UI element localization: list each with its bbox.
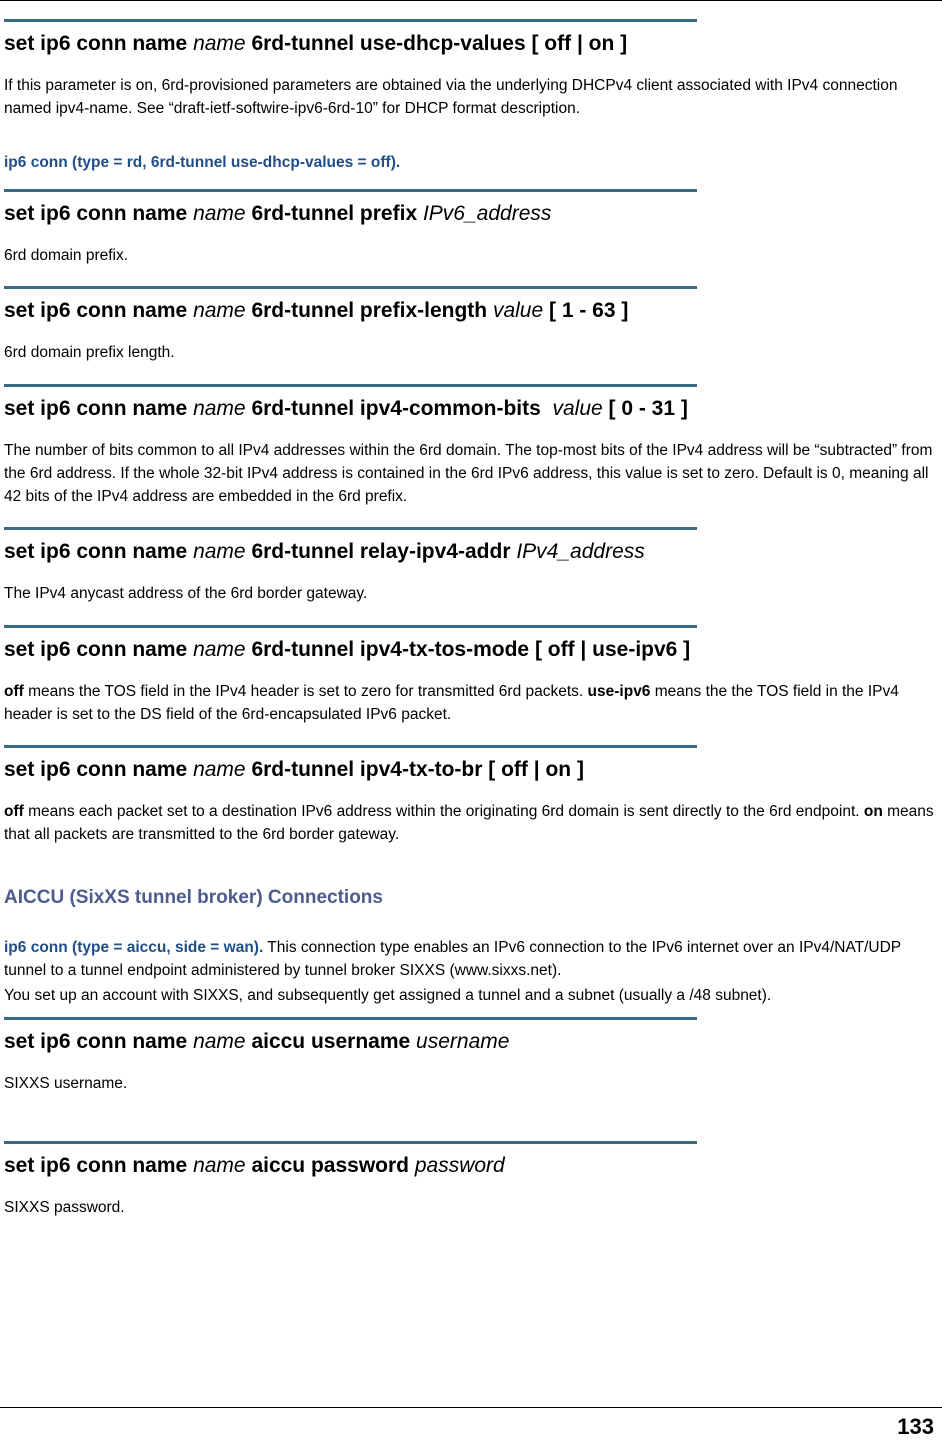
command-description: off means the TOS field in the IPv4 header is set to zero for transmitted 6rd packets. use-ipv6 means the the TOS field in the IPv4 header is set to the DS field of the 6rd-encapsulated IPv6 packet. [4, 683, 899, 723]
command-entry-aiccu-username [4, 1017, 939, 1095]
entry-divider [4, 286, 697, 289]
command-syntax: set ip6 conn name name 6rd-tunnel prefix-length value [ 1 - 63 ] [4, 299, 629, 322]
entry-divider [4, 189, 697, 192]
section-heading-aiccu: AICCU (SixXS tunnel broker) Connections [4, 887, 383, 908]
command-description: 6rd domain prefix. [4, 247, 129, 264]
command-syntax: set ip6 conn name name 6rd-tunnel ipv4-tx-to-br [ off | on ] [4, 758, 584, 781]
command-description: The number of bits common to all IPv4 addresses within the 6rd domain. The top-most bits of the IPv4 address will be “subtracted” from the 6rd address. If the whole 32-bit IPv4 address is contained in the 6rd IPv6 address, this value is set to zero. Default is 0, meaning all 42 bits of the IPv4 address are embedded in the 6rd prefix. [4, 442, 933, 505]
command-entry-ipv4-common-bits [4, 384, 939, 508]
entry-divider [4, 1017, 697, 1020]
command-entry-ipv4-tx-to-br [4, 745, 939, 846]
aiccu-conn-paragraph: ip6 conn (type = aiccu, side = wan). This connection type enables an IPv6 connection to the IPv6 internet over an IPv4/NAT/UDP tunnel to a tunnel endpoint administered by tunnel broker SIXXS (www.sixxs.net). [4, 939, 901, 979]
command-syntax: set ip6 conn name name 6rd-tunnel use-dhcp-values [ off | on ] [4, 32, 628, 55]
command-syntax: set ip6 conn name name 6rd-tunnel ipv4-tx-tos-mode [ off | use-ipv6 ] [4, 638, 691, 661]
entry-divider [4, 745, 697, 748]
command-entry-use-dhcp-values [4, 19, 939, 120]
command-syntax: set ip6 conn name name 6rd-tunnel ipv4-common-bits value [ 0 - 31 ] [4, 397, 688, 420]
entry-divider [4, 527, 697, 530]
command-description: SIXXS password. [4, 1199, 125, 1216]
page-number: 133 [897, 1414, 934, 1439]
command-entry-aiccu-password [4, 1141, 939, 1219]
command-description: off means each packet set to a destination IPv6 address within the originating 6rd domain is sent directly to the 6rd endpoint. on means that all packets are transmitted to the 6rd border gateway. [4, 803, 934, 843]
entry-divider [4, 19, 697, 22]
entry-divider [4, 384, 697, 387]
command-description: SIXXS username. [4, 1075, 128, 1092]
command-syntax: set ip6 conn name name aiccu username username [4, 1030, 510, 1053]
rd-conn-heading: ip6 conn (type = rd, 6rd-tunnel use-dhcp-values = off). [4, 154, 401, 171]
page-top-border [0, 0, 942, 1]
command-description: 6rd domain prefix length. [4, 344, 175, 361]
command-description: The IPv4 anycast address of the 6rd border gateway. [4, 585, 368, 602]
command-entry-ipv4-tx-tos-mode [4, 625, 939, 726]
command-description: If this parameter is on, 6rd-provisioned parameters are obtained via the underlying DHCPv4 client associated with IPv4 connection named ipv4-name. See “draft-ietf-softwire-ipv6-6rd-10” for DHCP format description. [4, 77, 898, 117]
entry-divider [4, 625, 697, 628]
command-entry-prefix-length [4, 286, 939, 364]
aiccu-account-paragraph: You set up an account with SIXXS, and subsequently get assigned a tunnel and a subnet (usually a /48 subnet). [4, 987, 772, 1004]
command-syntax: set ip6 conn name name 6rd-tunnel prefix IPv6_address [4, 202, 552, 225]
entry-divider [4, 1141, 697, 1144]
command-entry-prefix [4, 189, 939, 267]
command-entry-relay-ipv4-addr [4, 527, 939, 605]
command-syntax: set ip6 conn name name 6rd-tunnel relay-ipv4-addr IPv4_address [4, 540, 645, 563]
footer-divider [0, 1407, 942, 1408]
command-syntax: set ip6 conn name name aiccu password password [4, 1154, 505, 1177]
